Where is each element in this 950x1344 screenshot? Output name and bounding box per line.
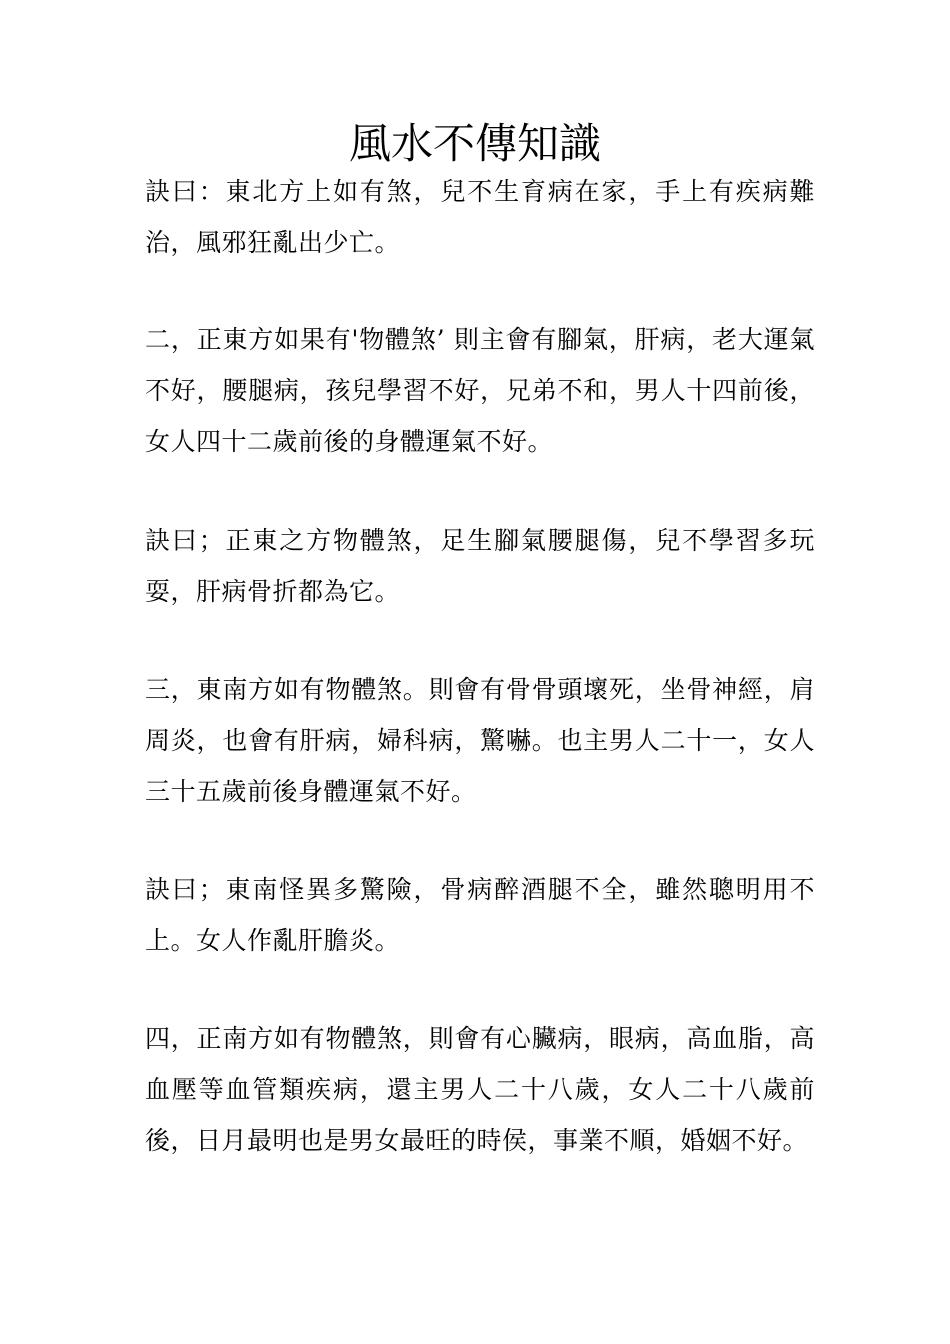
paragraph-east: 二，正東方如果有'物體煞’ 則主會有腳氣，肝病，老大運氣不好，腰腿病，孩兒學習不好，兄弟不和，男人十四前後，女人四十二歲前後的身體運氣不好。 [145, 325, 815, 456]
paragraph-verse-east: 訣曰；正東之方物體煞，足生腳氣腰腿傷，兒不學習多玩耍，肝病骨折都為它。 [145, 526, 815, 606]
page-title: 風水不傳知識 [348, 119, 601, 168]
paragraph-south: 四，正南方如有物體煞，則會有心臟病，眼病，高血脂，高血壓等血管類疾病，還主男人二十八歲，女人二十八歲前後，日月最明也是男女最旺的時侯，事業不順，婚姻不好。 [145, 1024, 815, 1155]
paragraph-verse-northeast: 訣曰：東北方上如有煞，兒不生育病在家，手上有疾病難治，風邪狂亂出少亡。 [145, 177, 815, 257]
paragraph-southeast: 三，東南方如有物體煞。則會有骨骨頭壞死，坐骨神經，肩周炎，也會有肝病，婦科病，驚嚇。也主男人二十一，女人三十五歲前後身體運氣不好。 [145, 675, 815, 806]
paragraph-verse-southeast: 訣曰；東南怪異多驚險，骨病醉酒腿不全，雖然聰明用不上。女人作亂肝膽炎。 [145, 875, 815, 955]
